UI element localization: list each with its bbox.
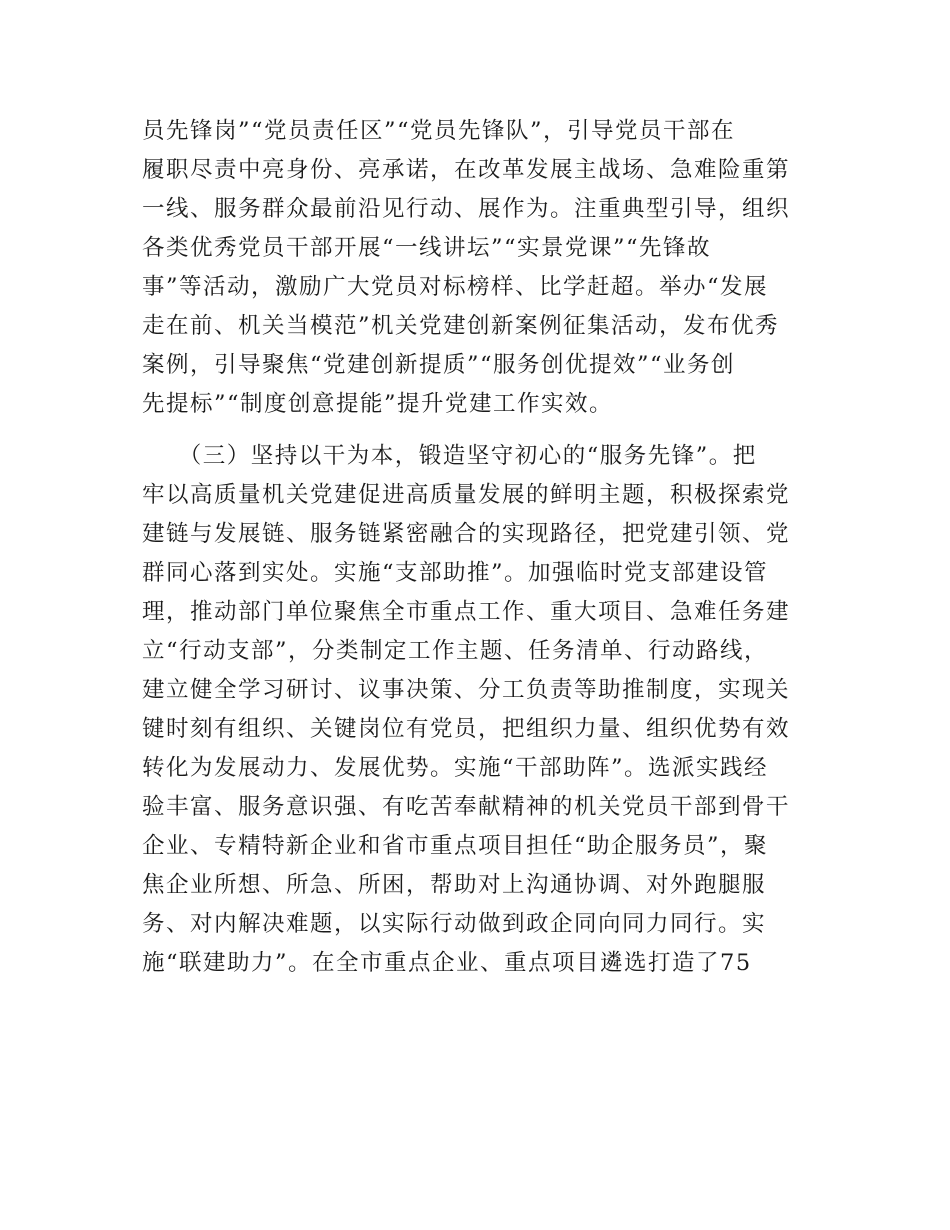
- text-line: 履职尽责中亮身份、亮承诺，在改革发展主战场、急难险重第: [142, 157, 791, 183]
- text-line: 转化为发展动力、发展优势。实施“干部助阵”。选派实践经: [142, 755, 769, 781]
- text-line: 员先锋岗”“党员责任区”“党员先锋队”，引导党员干部在: [142, 118, 736, 144]
- text-line: 键时刻有组织、关键岗位有党员，把组织力量、组织优势有效: [142, 716, 791, 742]
- text-line: 建链与发展链、服务链紧密融合的实现路径，把党建引领、党: [142, 521, 791, 547]
- document-body: [142, 112, 812, 983]
- text-line: 群同心落到实处。实施“支部助推”。加强临时党支部建设管: [142, 560, 769, 586]
- text-line: 一线、服务群众最前沿见行动、展作为。注重典型引导，组织: [142, 196, 791, 222]
- text-line: 立“行动支部”，分类制定工作主题、任务清单、行动路线，: [142, 638, 769, 664]
- text-line: 牢以高质量机关党建促进高质量发展的鲜明主题，积极探索党: [142, 482, 791, 508]
- text-line: 焦企业所想、所急、所困，帮助对上沟通协调、对外跑腿服: [142, 872, 767, 898]
- paragraph-gap: [142, 424, 812, 437]
- text-line: 各类优秀党员干部开展“一线讲坛”“实景党课”“先锋故: [142, 235, 712, 261]
- text-line: 走在前、机关当模范”机关党建创新案例征集活动，发布优秀: [142, 313, 780, 339]
- text-line: （三）坚持以干为本，锻造坚守初心的“服务先锋”。把: [142, 443, 757, 469]
- text-line: 理，推动部门单位聚焦全市重点工作、重大项目、急难任务建: [142, 599, 791, 625]
- text-line: 先提标”“制度创意提能”提升党建工作实效。: [142, 391, 614, 417]
- paragraph-2: [142, 437, 812, 983]
- text-line: 事”等活动，激励广大党员对标榜样、比学赶超。举办“发展: [142, 274, 769, 300]
- text-line: 施“联建助力”。在全市重点企业、重点项目遴选打造了75: [142, 950, 752, 976]
- text-line: 建立健全学习研讨、议事决策、分工负责等助推制度，实现关: [142, 677, 791, 703]
- paragraph-1: [142, 112, 812, 424]
- text-line: 验丰富、服务意识强、有吃苦奉献精神的机关党员干部到骨干: [142, 794, 791, 820]
- text-line: 企业、专精特新企业和省市重点项目担任“助企服务员”，聚: [142, 833, 769, 859]
- text-line: 案例，引导聚焦“党建创新提质”“服务创优提效”“业务创: [142, 352, 736, 378]
- text-line: 务、对内解决难题，以实际行动做到政企同向同力同行。实: [142, 911, 767, 937]
